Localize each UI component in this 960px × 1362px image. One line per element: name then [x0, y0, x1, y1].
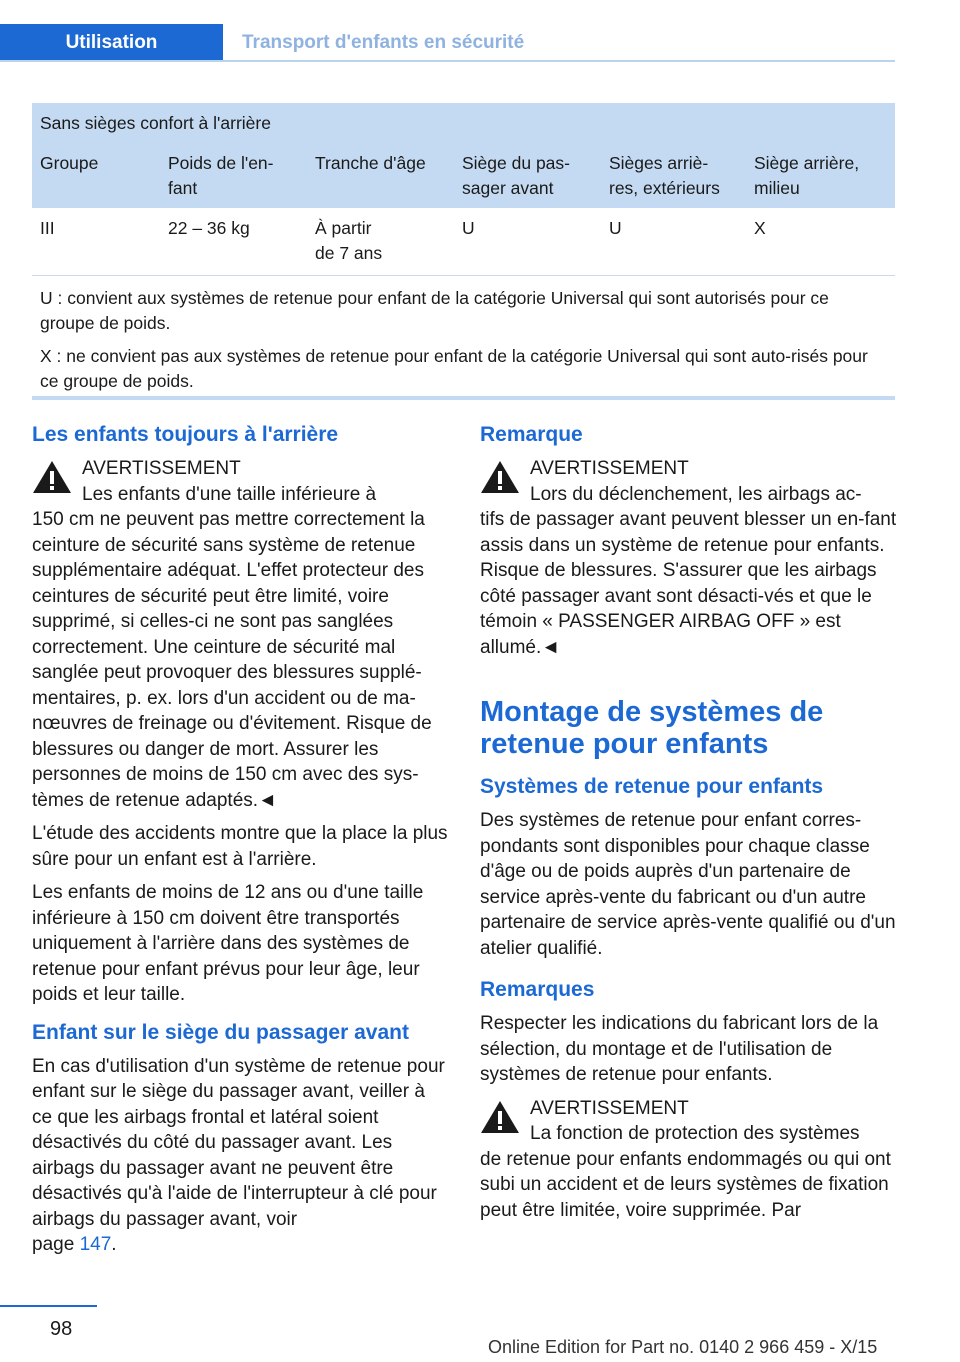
warning-text: tifs de passager avant peuvent blesser un en‐fant assis dans un système de retenue pour enfants. Risque de blessures. S'assurer que les airbags côté passager avant sont désacti‐vés et que le témoin « PASSENGER AIRBAG OFF » est allumé.◄ [480, 509, 897, 658]
warning-block [480, 456, 898, 660]
header-cell: Siège arrière, milieu [754, 153, 860, 198]
warning-first-line: Lors du déclenchement, les airbags ac‐ [530, 483, 862, 505]
table-cell: À partir de 7 ans [315, 218, 383, 263]
tab-utilisation[interactable]: Utilisation [0, 24, 223, 62]
heading-remarques: Remarques [480, 978, 595, 1001]
warning-triangle-icon [480, 1100, 520, 1134]
heading-front-seat: Enfant sur le siège du passager avant [32, 1020, 409, 1044]
left-column [32, 420, 450, 1266]
paragraph: Les enfants de moins de 12 ans ou d'une taille inférieure à 150 cm doivent être transportés uniquement à l'arrière dans des systèmes de retenue pour enfant prévus pour leur âge, leur poids et leur taille. [32, 882, 424, 1005]
warning-text: 150 cm ne peuvent pas mettre correctement la ceinture de sécurité sans système de retenue supplémentaire adéquat. L'effet protecteur des ceintures de sécurité peut être limité, voire supprimé, si celles-ci ne sont pas sanglées correctement. Une ceinture de sécurité mal sanglée peut provoquer des blessures supplé‐mentaires, p. ex. lors d'un accident ou de ma‐nœuvres de freinage ou d'évitement. Risque de blessures ou danger de mort. Assurer les personnes de moins de 150 cm avec des sys‐tèmes de retenue adaptés.◄ [32, 509, 432, 811]
warning-triangle-icon [480, 460, 520, 494]
warning-label: AVERTISSEMENT [530, 458, 689, 479]
warning-triangle-icon [32, 460, 72, 494]
warning-first-line: Les enfants d'une taille inférieure à [82, 483, 377, 505]
paragraph: L'étude des accidents montre que la place la plus sûre pour un enfant est à l'arrière. [32, 823, 448, 870]
warning-label: AVERTISSEMENT [530, 1097, 689, 1119]
heading-systemes: Systèmes de retenue pour enfants [480, 775, 824, 798]
page-ref-prefix: page [32, 1234, 75, 1255]
heading-montage: Montage de systèmes de retenue pour enfants [480, 696, 824, 760]
table-cell: U [462, 218, 475, 238]
warning-first-line: La fonction de protection des systèmes [530, 1123, 860, 1144]
paragraph: Respecter les indications du fabricant lors de la sélection, du montage et de l'utilisation de systèmes de retenue pour enfants. [480, 1013, 879, 1085]
note-x: X : ne convient pas aux systèmes de retenue pour enfant de la catégorie Universal qui sont auto‐risés pour ce groupe de poids. [40, 346, 868, 391]
warning-text: de retenue pour enfants endommagés ou qui ont subi un accident et de leurs systèmes de fixation peut être limitée, voire supprimée. Par [480, 1148, 891, 1221]
tab-section-title[interactable]: Transport d'enfants en sécurité [242, 32, 525, 53]
note-u: U : convient aux systèmes de retenue pour enfant de la catégorie Universal qui sont autorisés pour ce groupe de poids. [40, 288, 829, 333]
warning-block [32, 456, 450, 813]
heading-remarque: Remarque [480, 423, 583, 446]
paragraph [32, 1054, 450, 1258]
warning-block [480, 1096, 898, 1224]
warning-label: AVERTISSEMENT [82, 458, 241, 479]
table-cell: 22 – 36 kg [168, 218, 250, 238]
paragraph-text: En cas d'utilisation d'un système de retenue pour enfant sur le siège du passager avant, veiller à ce que les airbags frontal et latéral soient désactivés du côté du passager avant. Les airbags du passager avant ne peuvent être désactivés qu'à l'aide de l'interrupteur à clé pour airbags du passager avant, voir [32, 1055, 445, 1230]
header-cell: Tranche d'âge [315, 153, 426, 173]
page-ref-end: . [111, 1234, 117, 1255]
table-notes [32, 276, 895, 394]
table-cell: III [40, 218, 55, 238]
header-cell: Sièges arriè- res, extérieurs [609, 153, 720, 198]
table-row [32, 208, 895, 276]
heading-children-rear: Les enfants toujours à l'arrière [32, 423, 339, 446]
table-cell: U [609, 218, 622, 238]
table-cell: X [754, 218, 766, 238]
header-cell: Poids de l'en- fant [168, 153, 274, 198]
footer-rule [0, 1305, 97, 1307]
right-column [480, 420, 898, 1231]
header-cell: Groupe [40, 153, 99, 173]
edition-text: Online Edition for Part no. 0140 2 966 459 - X/15 [488, 1337, 878, 1357]
table-bottom-rule [32, 396, 895, 400]
table-header-row [32, 143, 895, 208]
header-cell: Siège du pas- sager avant [462, 153, 570, 198]
page-link[interactable]: 147 [79, 1234, 112, 1255]
header-divider [0, 60, 895, 62]
table-title: Sans sièges confort à l'arrière [32, 103, 895, 143]
page-header [0, 24, 895, 62]
child-seat-table [32, 103, 895, 402]
paragraph: Des systèmes de retenue pour enfant corres‐pondants sont disponibles pour chaque classe d'âge ou de poids auprès d'un partenaire de service après-vente du fabricant ou d'un autre partenaire de service après-vente qualifié ou d'un atelier qualifié. [480, 810, 896, 959]
page-number: 98 [50, 1318, 73, 1340]
